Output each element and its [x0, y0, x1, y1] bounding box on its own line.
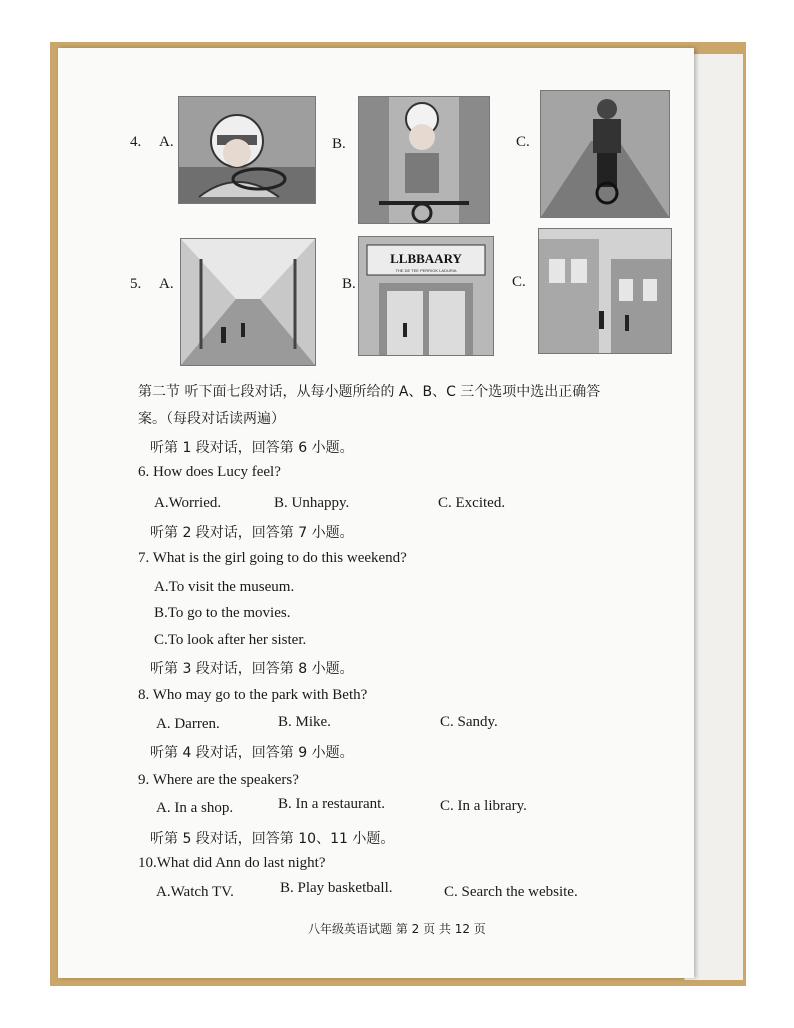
q5-picture-c-street — [538, 228, 672, 354]
library-subsign: THE DE TEE PERRIOK LADURIA — [395, 268, 457, 273]
q5-picture-b-library — [358, 236, 494, 356]
q5-option-c: C. — [512, 274, 526, 290]
q5-option-a: A. — [159, 276, 174, 292]
section2-instruction-line1: 第二节 听下面七段对话，从每小题所给的 A、B、C 三个选项中选出正确答 — [138, 384, 601, 400]
q7-option-c: C.To look after her sister. — [154, 632, 307, 648]
q4-picture-c-motorbike — [540, 90, 670, 218]
q4-number: 4. — [130, 134, 142, 150]
q6-option-c: C. Excited. — [438, 495, 506, 511]
q5-option-b: B. — [342, 276, 356, 292]
q6-option-a: A.Worried. — [154, 495, 222, 511]
question-6: 6. How does Lucy feel? — [138, 464, 281, 480]
q9-option-a: A. In a shop. — [156, 800, 234, 816]
dialogue-prompt-3: 听第 3 段对话，回答第 8 小题。 — [150, 661, 354, 677]
q4-option-c: C. — [516, 134, 530, 150]
q7-option-b: B.To go to the movies. — [154, 605, 291, 621]
dialogue-prompt-1: 听第 1 段对话，回答第 6 小题。 — [150, 440, 354, 456]
q4-option-b: B. — [332, 136, 346, 152]
q5-number: 5. — [130, 276, 142, 292]
question-8: 8. Who may go to the park with Beth? — [138, 687, 368, 703]
q10-option-b: B. Play basketball. — [280, 880, 393, 896]
library-sign: LLBBAARY — [390, 251, 462, 266]
q6-option-b: B. Unhappy. — [274, 495, 350, 511]
question-7: 7. What is the girl going to do this weekend? — [138, 550, 407, 566]
q8-option-c: C. Sandy. — [440, 714, 498, 730]
question-9: 9. Where are the speakers? — [138, 772, 299, 788]
q10-option-c: C. Search the website. — [444, 884, 578, 900]
q8-option-a: A. Darren. — [156, 716, 220, 732]
q4-picture-a-kart — [178, 96, 316, 204]
section2-instruction-line2: 案。（每段对话读两遍） — [138, 411, 285, 427]
question-10: 10.What did Ann do last night? — [138, 855, 326, 871]
dialogue-prompt-5: 听第 5 段对话，回答第 10、11 小题。 — [150, 831, 395, 847]
q9-option-b: B. In a restaurant. — [278, 796, 386, 812]
q8-option-b: B. Mike. — [278, 714, 331, 730]
q10-option-a: A.Watch TV. — [156, 884, 234, 900]
q4-picture-b-bicycle — [358, 96, 490, 224]
q4-option-a: A. — [159, 134, 174, 150]
q5-picture-a-walkway — [180, 238, 316, 366]
exam-page — [58, 48, 694, 978]
dialogue-prompt-4: 听第 4 段对话，回答第 9 小题。 — [150, 745, 354, 761]
page-footer: 八年级英语试题 第 2 页 共 12 页 — [308, 922, 486, 936]
dialogue-prompt-2: 听第 2 段对话，回答第 7 小题。 — [150, 525, 354, 541]
q7-option-a: A.To visit the museum. — [154, 579, 295, 595]
q9-option-c: C. In a library. — [440, 798, 527, 814]
